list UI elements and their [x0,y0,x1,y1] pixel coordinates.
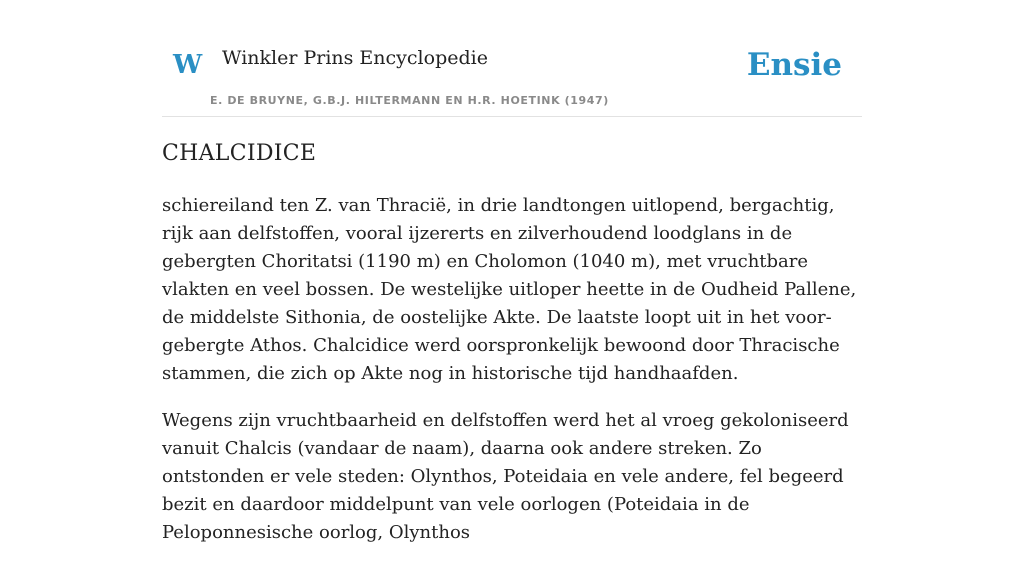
source-logo-icon[interactable]: W [173,50,203,80]
article-paragraph: Wegens zijn vruchtbaarheid en delfstoffen werd het al vroeg gekoloniseerd vanuit Chalcis (vandaar de naam), daarna ook andere streken. Zo ontstonden er vele steden: Olynthos, Poteidaia en vele andere, fel begeerd bezit en daardoor middelpunt van vele oorlogen (Poteidaia in de Peloponnesische oorlog, Olynthos [162,410,849,543]
page [162,0,862,543]
brand-logo[interactable]: Ensie [746,47,842,83]
header [162,0,862,117]
source-authors: E. DE BRUYNE, G.B.J. HILTERMANN EN H.R. HOETINK (1947) [210,94,609,107]
article-paragraph: schiereiland ten Z. van Thracië, in drie landtongen uitlopend, bergachtig, rijk aan delfstoffen, vooral ijzererts en zilverhoudend loodglans in de gebergten Choritatsi (1190 m) en Cholomon (1040 m), met vruchtbare vlakten en veel bossen. De westelijke uitloper heette in de Oudheid Pallene, de middelste Sithonia, de oostelijke Akte. De laatste loopt uit in het voor-gebergte Athos. Chalcidice werd oorspronkelijk bewoond door Thracische stammen, die zich op Akte nog in historische tijd handhaafden. [162,195,857,384]
source-title[interactable]: Winkler Prins Encyclopedie [222,47,488,69]
article-body [162,192,862,566]
article-title: CHALCIDICE [162,141,317,166]
